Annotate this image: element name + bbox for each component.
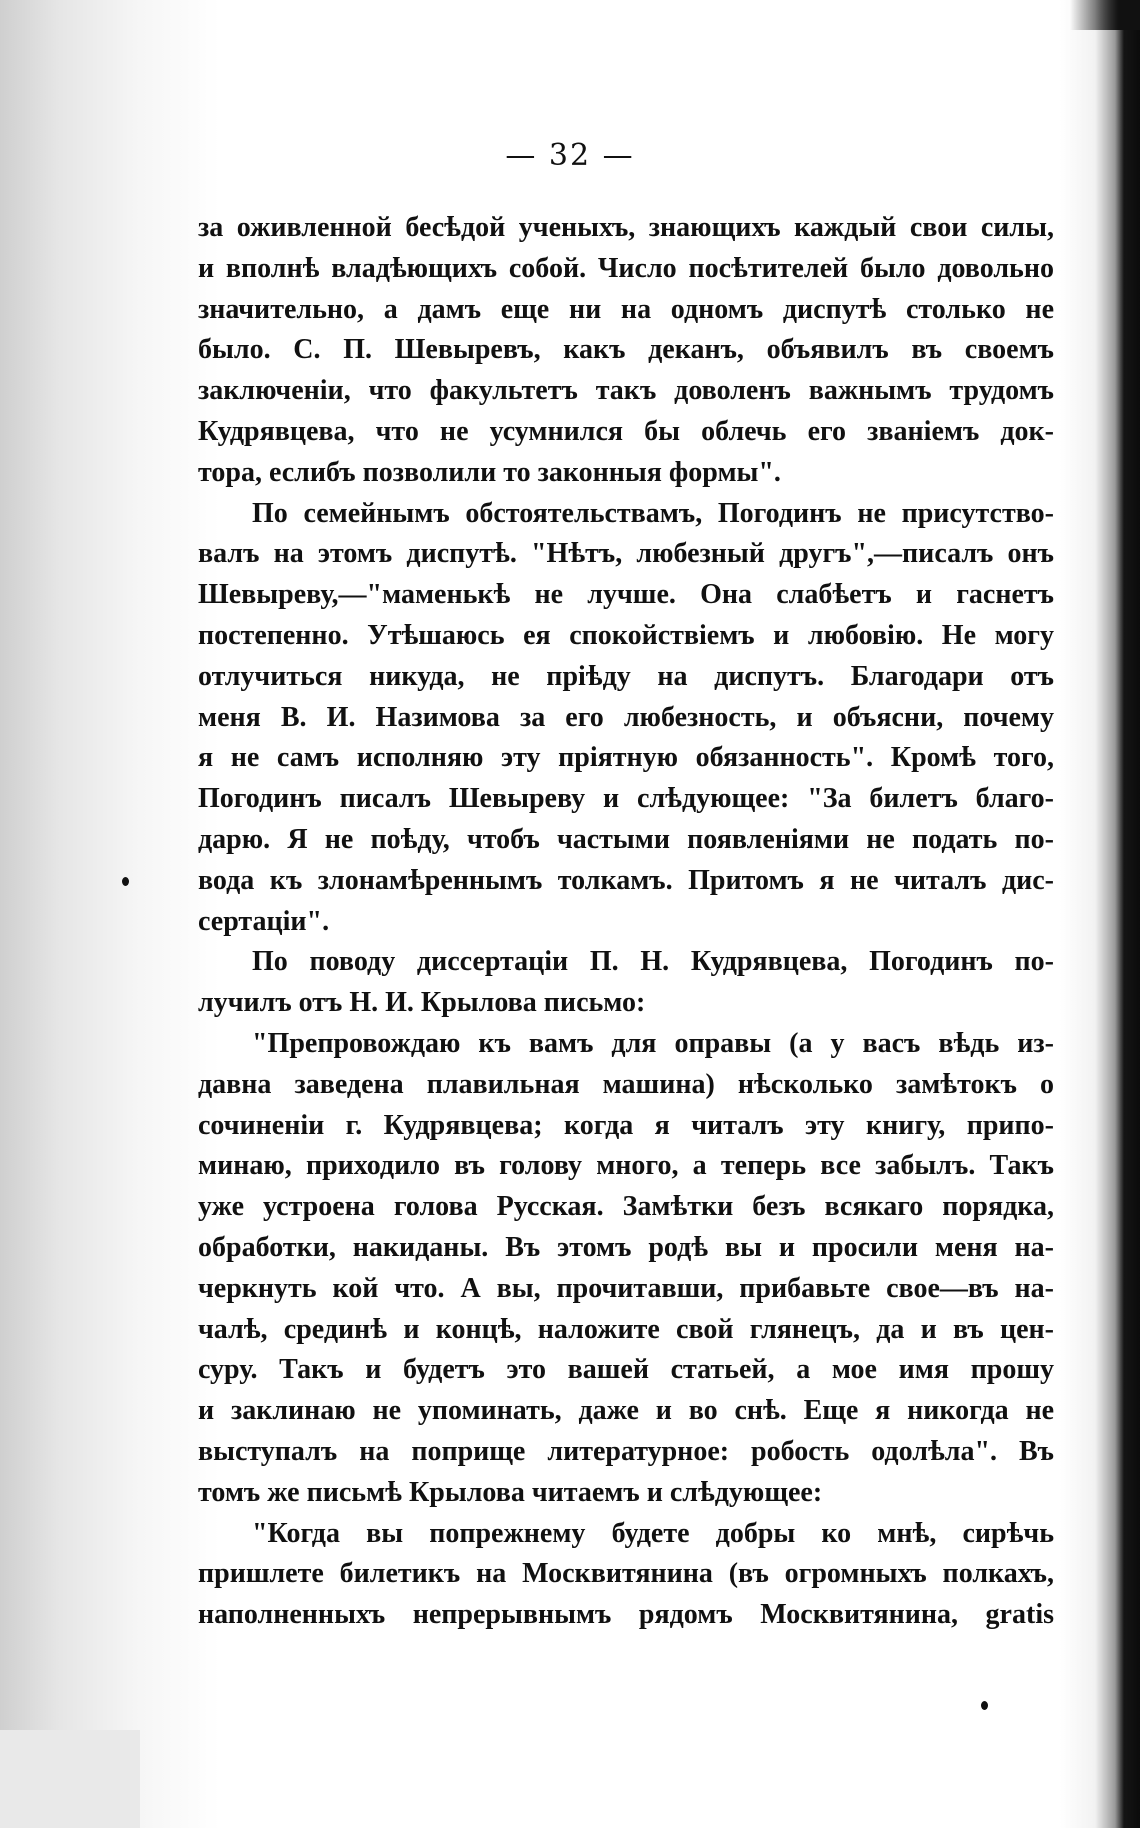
text-line: отлучиться никуда, не пріѣду на диспутъ. Благодари отъ: [198, 660, 1054, 692]
text-line: Шевыреву,—"маменькѣ не лучше. Она слабѣетъ и гаснетъ: [198, 579, 1054, 611]
text-line: сертаціи".: [198, 905, 330, 937]
text-line: выступалъ на поприще литературное: робость одолѣла". Въ: [198, 1435, 1054, 1467]
text-line: "Когда вы попрежнему будете добры ко мнѣ, сирѣчь: [252, 1517, 1054, 1549]
text-line: меня В. И. Назимова за его любезность, и объясни, почему: [198, 701, 1054, 733]
body-text: [198, 208, 1054, 1636]
text-line: за оживленной бесѣдой ученыхъ, знающихъ каждый свои силы,: [198, 212, 1054, 243]
page-number: — 32 —: [505, 138, 635, 173]
ink-speck: [122, 877, 129, 886]
text-line: валъ на этомъ диспутѣ. "Нѣтъ, любезный другъ",—писалъ онъ: [198, 538, 1054, 570]
text-line: лучилъ отъ Н. И. Крылова письмо:: [198, 987, 646, 1019]
text-line: томъ же письмѣ Крылова читаемъ и слѣдующее:: [198, 1476, 823, 1508]
ink-speck: [981, 1701, 988, 1710]
text-line: и вполнѣ владѣющихъ собой. Число посѣтителей было довольно: [198, 252, 1054, 284]
text-line: значительно, а дамъ еще ни на одномъ диспутѣ столько не: [198, 293, 1054, 325]
text-line: По семейнымъ обстоятельствамъ, Погодинъ не присутство-: [252, 497, 1054, 529]
text-line: постепенно. Утѣшаюсь ея спокойствіемъ и любовію. Не могу: [198, 619, 1054, 651]
text-line: заключеніи, что факультетъ такъ доволенъ важнымъ трудомъ: [198, 375, 1054, 407]
text-line: тора, еслибъ позволили то законныя формы".: [198, 456, 781, 488]
text-line: я не самъ исполняю эту пріятную обязанность". Кромѣ того,: [198, 742, 1054, 774]
text-line: наполненныхъ непрерывнымъ рядомъ Москвитянина, gratis: [198, 1599, 1054, 1631]
text-line: было. С. П. Шевыревъ, какъ деканъ, объявилъ въ своемъ: [198, 334, 1054, 366]
scan-margin-strip: [0, 1730, 140, 1828]
text-line: суру. Такъ и будетъ это вашей статьей, а мое имя прошу: [198, 1354, 1054, 1386]
text-line: черкнуть кой что. А вы, прочитавши, прибавьте свое—въ на-: [198, 1272, 1054, 1304]
text-line: давна заведена плавильная машина) нѣсколько замѣтокъ о: [198, 1068, 1054, 1100]
text-line: уже устроена голова Русская. Замѣтки безъ всякаго порядка,: [198, 1191, 1054, 1223]
scan-edge-mark: [1070, 0, 1140, 30]
text-line: вода къ злонамѣреннымъ толкамъ. Притомъ я не читалъ дис-: [198, 864, 1054, 896]
text-line: сочиненіи г. Кудрявцева; когда я читалъ эту книгу, припо-: [198, 1109, 1054, 1141]
text-line: обработки, накиданы. Въ этомъ родѣ вы и просили меня на-: [198, 1231, 1054, 1263]
text-line: По поводу диссертаціи П. Н. Кудрявцева, Погодинъ по-: [252, 946, 1054, 978]
text-line: Кудрявцева, что не усумнился бы облечь его званіемъ док-: [198, 415, 1054, 447]
text-line: минаю, приходило въ голову много, а теперь все забылъ. Такъ: [198, 1150, 1054, 1182]
text-line: "Препровождаю къ вамъ для оправы (а у васъ вѣдь из-: [252, 1027, 1054, 1059]
text-line: дарю. Я не поѣду, чтобъ частыми появленіями не подать по-: [198, 823, 1054, 855]
text-line: и заклинаю не упоминать, даже и во снѣ. Еще я никогда не: [198, 1395, 1054, 1427]
text-line: Погодинъ писалъ Шевыреву и слѣдующее: "За билетъ благо-: [198, 783, 1054, 815]
text-line: чалѣ, срединѣ и концѣ, наложите свой глянецъ, да и въ цен-: [198, 1313, 1054, 1345]
text-line: пришлете билетикъ на Москвитянина (въ огромныхъ полкахъ,: [198, 1558, 1054, 1590]
